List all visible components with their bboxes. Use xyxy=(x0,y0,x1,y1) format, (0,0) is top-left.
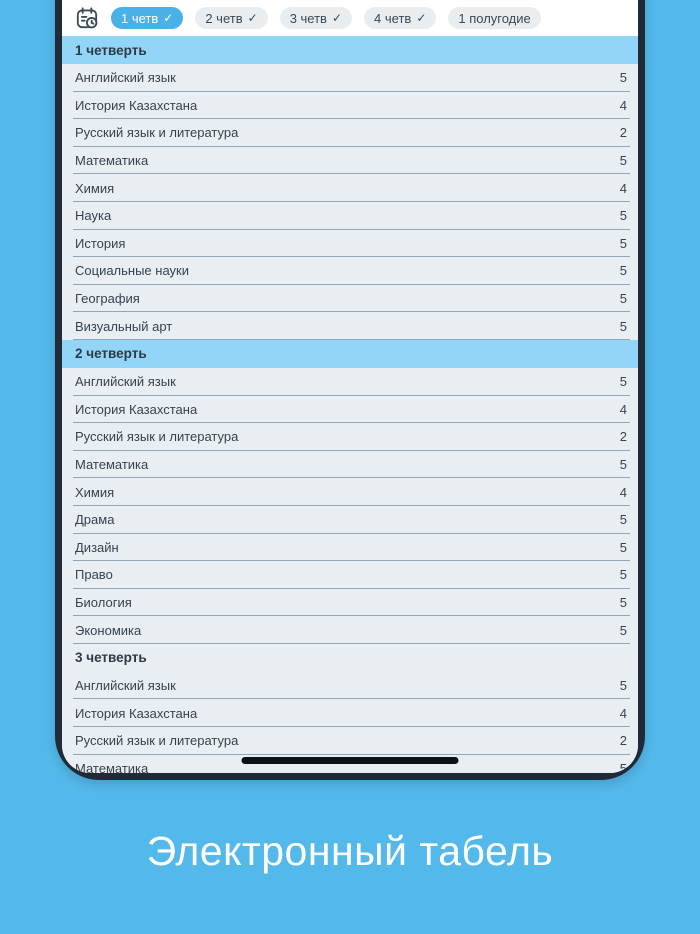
subject-name: Английский язык xyxy=(75,70,176,86)
subject-row[interactable] xyxy=(62,64,638,92)
subject-name: Математика xyxy=(75,153,149,169)
quarter-chip[interactable] xyxy=(364,7,436,29)
grade-value: 5 xyxy=(619,374,627,390)
chip-label: 3 четв xyxy=(289,10,327,26)
toolbar xyxy=(62,0,638,36)
subject-name: Биология xyxy=(75,594,132,610)
grade-value: 2 xyxy=(619,733,627,749)
grade-value: 5 xyxy=(619,678,627,694)
subject-name: Дизайн xyxy=(75,539,119,555)
grade-value: 4 xyxy=(619,705,627,721)
grade-value: 4 xyxy=(619,97,627,113)
chip-label: 1 четв xyxy=(121,10,159,26)
grade-value: 5 xyxy=(619,70,627,86)
grade-value: 5 xyxy=(619,594,627,610)
grade-value: 4 xyxy=(619,180,627,196)
grade-value: 4 xyxy=(619,401,627,417)
subject-name: Математика xyxy=(75,457,149,473)
subject-row[interactable] xyxy=(62,699,638,727)
subject-name: Химия xyxy=(75,180,115,196)
subject-row[interactable] xyxy=(62,561,638,589)
quarter-filter-chips xyxy=(111,7,541,29)
calendar-filter-button[interactable] xyxy=(72,4,102,32)
subject-name: Русский язык и литература xyxy=(75,429,239,445)
subject-name: Социальные науки xyxy=(75,263,189,279)
subject-row[interactable] xyxy=(62,616,638,644)
subject-row[interactable] xyxy=(62,396,638,424)
subject-row[interactable] xyxy=(62,423,638,451)
subject-row[interactable] xyxy=(62,478,638,506)
subject-row[interactable] xyxy=(62,727,638,755)
grade-value: 5 xyxy=(619,760,627,773)
subject-name: История Казахстана xyxy=(75,97,198,113)
chip-label: 4 четв xyxy=(374,10,412,26)
quarter-section xyxy=(62,36,638,340)
quarter-section xyxy=(62,340,638,644)
grade-value: 5 xyxy=(619,318,627,334)
section-header: 3 четверть xyxy=(62,644,638,672)
subject-name: Право xyxy=(75,567,113,583)
quarter-chip[interactable] xyxy=(111,7,183,29)
device-screen xyxy=(62,0,638,773)
grade-value: 5 xyxy=(619,263,627,279)
subject-row[interactable] xyxy=(62,230,638,258)
subject-row[interactable] xyxy=(62,312,638,340)
grade-value: 2 xyxy=(619,125,627,141)
checkmark-icon: ✓ xyxy=(416,11,427,25)
marketing-caption: Электронный табель xyxy=(146,828,554,874)
calendar-clock-icon xyxy=(74,5,100,31)
subject-row[interactable] xyxy=(62,174,638,202)
checkmark-icon: ✓ xyxy=(163,11,174,25)
chip-label: 2 четв xyxy=(205,10,243,26)
subject-row[interactable] xyxy=(62,92,638,120)
subject-row[interactable] xyxy=(62,451,638,479)
subject-name: Наука xyxy=(75,208,112,224)
grade-value: 5 xyxy=(619,153,627,169)
subject-name: История Казахстана xyxy=(75,705,198,721)
subject-name: Математика xyxy=(75,760,149,773)
subject-name: История xyxy=(75,235,126,251)
subject-row[interactable] xyxy=(62,119,638,147)
grade-value: 5 xyxy=(619,457,627,473)
section-header: 1 четверть xyxy=(62,36,638,64)
checkmark-icon: ✓ xyxy=(331,11,343,25)
subject-name: Экономика xyxy=(75,622,142,638)
grade-value: 5 xyxy=(619,512,627,528)
subject-name: Русский язык и литература xyxy=(75,125,239,141)
grade-value: 5 xyxy=(619,622,627,638)
grade-value: 5 xyxy=(619,291,627,307)
subject-name: Химия xyxy=(75,484,115,500)
subject-name: Английский язык xyxy=(75,678,176,694)
subject-row[interactable] xyxy=(62,672,638,700)
grade-value: 4 xyxy=(619,484,627,500)
subject-row[interactable] xyxy=(62,257,638,285)
subject-name: Визуальный арт xyxy=(75,318,173,334)
checkmark-icon: ✓ xyxy=(247,11,258,25)
subject-row[interactable] xyxy=(62,589,638,617)
chip-label: 1 полугодие xyxy=(458,10,531,26)
subject-name: География xyxy=(75,291,140,307)
quarter-chip[interactable] xyxy=(448,7,540,29)
subject-row[interactable] xyxy=(62,202,638,230)
subject-name: Русский язык и литература xyxy=(75,733,239,749)
subject-row[interactable] xyxy=(62,534,638,562)
grade-value: 5 xyxy=(619,567,627,583)
subject-row[interactable] xyxy=(62,368,638,396)
tablet-device-frame xyxy=(55,0,645,780)
quarter-chip[interactable] xyxy=(195,7,267,29)
subject-name: Английский язык xyxy=(75,374,176,390)
grade-value: 2 xyxy=(619,429,627,445)
home-indicator[interactable] xyxy=(242,757,459,764)
grade-value: 5 xyxy=(619,235,627,251)
quarter-chip[interactable] xyxy=(280,7,352,29)
subject-row[interactable] xyxy=(62,506,638,534)
subject-name: Драма xyxy=(75,512,115,528)
grade-value: 5 xyxy=(619,539,627,555)
subject-row[interactable] xyxy=(62,285,638,313)
subject-row[interactable] xyxy=(62,147,638,175)
grade-value: 5 xyxy=(619,208,627,224)
grades-list xyxy=(62,36,638,773)
section-header: 2 четверть xyxy=(62,340,638,368)
subject-name: История Казахстана xyxy=(75,401,198,417)
quarter-section xyxy=(62,644,638,773)
